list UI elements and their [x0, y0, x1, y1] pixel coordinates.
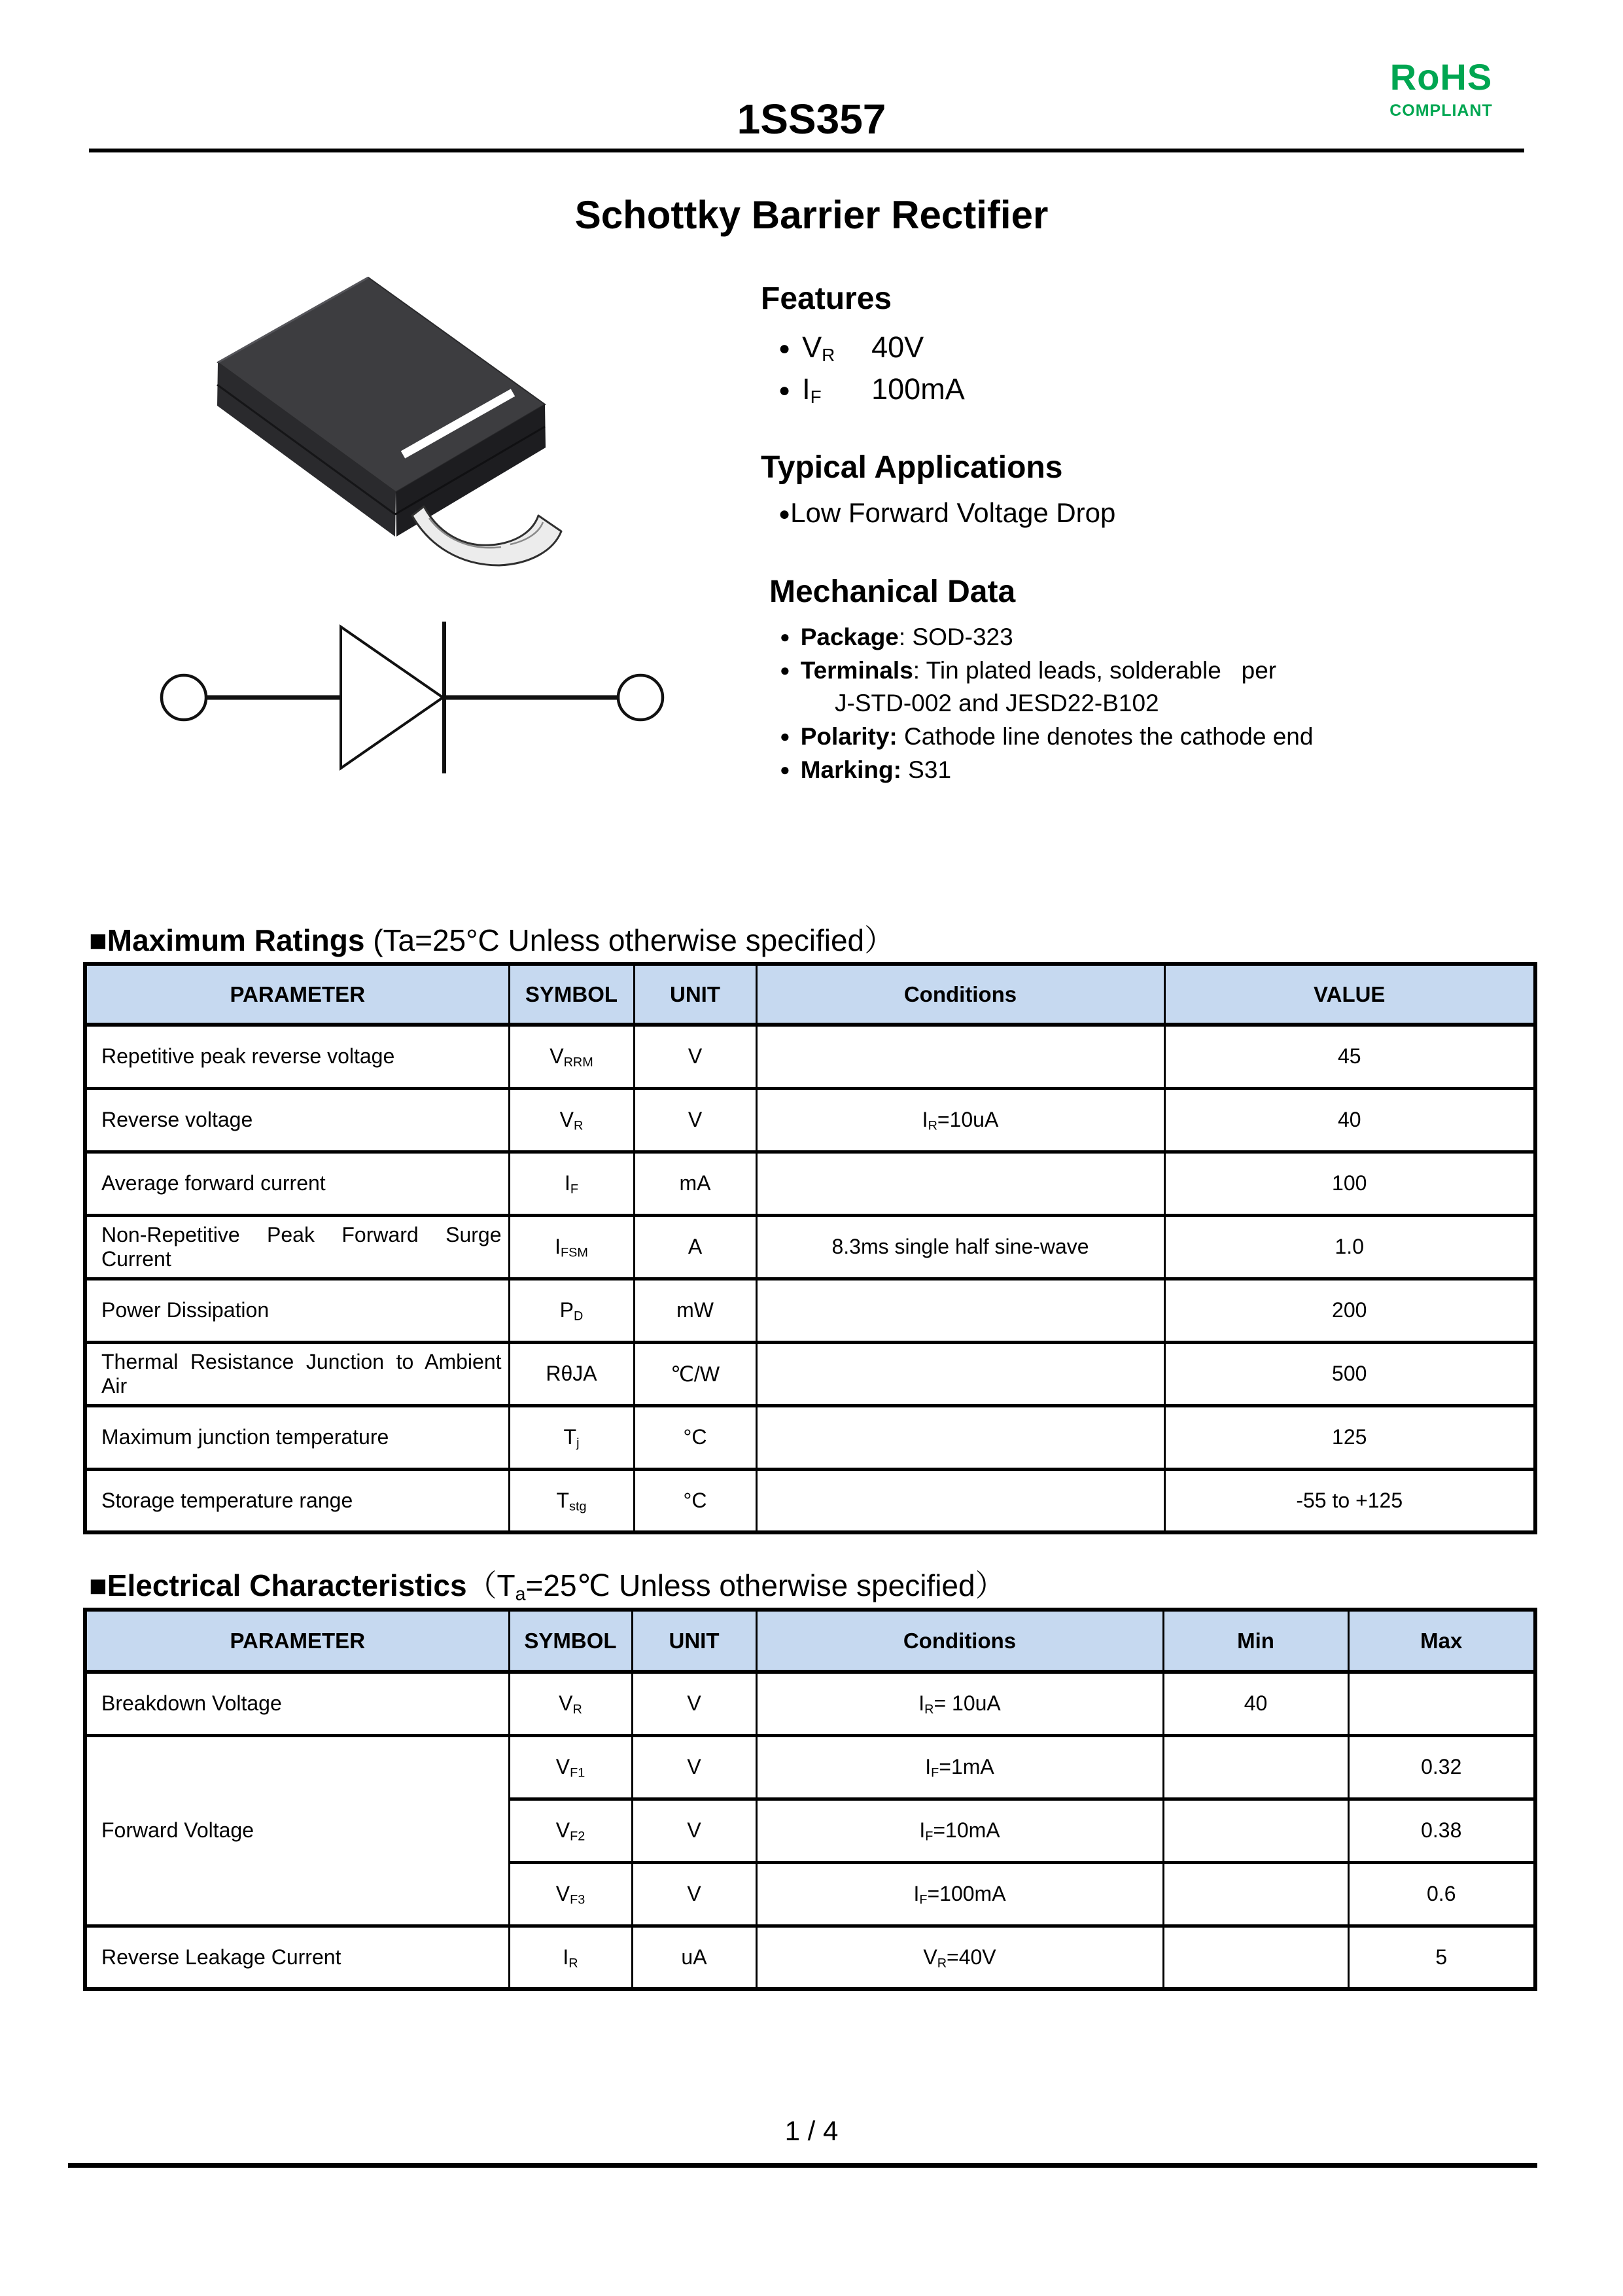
table-cell: V: [634, 1025, 756, 1088]
table-cell: [756, 1405, 1164, 1469]
mechanical-item-text: : Tin plated leads, solderable per: [913, 657, 1277, 684]
table-cell: $I_F=10mA$: [756, 1799, 1163, 1862]
table-row: [85, 1152, 1535, 1215]
table-cell: $I_F=100mA$: [756, 1862, 1163, 1926]
mechanical-item-label: Package: [800, 624, 899, 650]
mechanical-item-text: S31: [901, 756, 952, 783]
table-cell: Reverse voltage: [85, 1088, 509, 1152]
mechanical-item-label: Polarity:: [800, 723, 898, 750]
table-cell: $V_{RRM}$: [509, 1025, 634, 1088]
bullet-icon: ●: [780, 726, 790, 746]
table-cell: Power Dissipation: [85, 1279, 509, 1342]
table-cell: [1163, 1735, 1348, 1799]
table-cell: $V_{F2}$: [509, 1799, 632, 1862]
table-cell: 0.38: [1348, 1799, 1535, 1862]
table-cell: mA: [634, 1152, 756, 1215]
typical-applications-list: [778, 496, 1115, 531]
table-cell: 0.32: [1348, 1735, 1535, 1799]
table-cell: $V_{F1}$: [509, 1735, 632, 1799]
table-row: [85, 1926, 1535, 1989]
table-cell: $T_{stg}$: [509, 1469, 634, 1532]
table-cell: 200: [1164, 1279, 1535, 1342]
table-cell: °C: [634, 1469, 756, 1532]
table-row: [85, 1469, 1535, 1532]
features-list: [778, 327, 965, 411]
table-cell: V: [632, 1735, 756, 1799]
feature-value: 100mA: [871, 372, 965, 406]
mechanical-item: [780, 620, 1591, 654]
table-cell: [756, 1342, 1164, 1405]
table-cell: $I_R=10uA$: [756, 1088, 1164, 1152]
table-cell: 8.3ms single half sine-wave: [756, 1215, 1164, 1279]
table-cell: Non-Repetitive Peak Forward Surge Current: [85, 1215, 509, 1279]
cathode-terminal-circle: [618, 675, 663, 720]
table-cell: Forward Voltage: [85, 1735, 509, 1926]
table-cell: Storage temperature range: [85, 1469, 509, 1532]
mechanical-item-continuation: J-STD-002 and JESD22-B102: [835, 690, 1159, 716]
table-cell: -55 to +125: [1164, 1469, 1535, 1532]
mechanical-item: [780, 753, 1591, 786]
table-header-cell: PARAMETER: [85, 964, 509, 1025]
table-cell: Maximum junction temperature: [85, 1405, 509, 1469]
mr-tbody: [85, 1025, 1535, 1532]
rohs-logo: RoHS: [1389, 56, 1493, 97]
table-cell: $P_D$: [509, 1279, 634, 1342]
table-cell: $I_R$: [509, 1926, 632, 1989]
table-cell: 45: [1164, 1025, 1535, 1088]
table-cell: uA: [632, 1926, 756, 1989]
table-cell: [1163, 1799, 1348, 1862]
maximum-ratings-table: [83, 962, 1537, 1534]
table-header-cell: Max: [1348, 1610, 1535, 1672]
anode-terminal-circle: [162, 675, 206, 720]
feature-item: [778, 369, 965, 411]
table-cell: °C: [634, 1405, 756, 1469]
table-cell: [756, 1025, 1164, 1088]
bullet-icon: ●: [778, 338, 791, 359]
table-cell: V: [632, 1862, 756, 1926]
table-cell: RθJA: [509, 1342, 634, 1405]
table-cell: ℃/W: [634, 1342, 756, 1405]
table-row: [85, 1735, 1535, 1799]
table-cell: [1348, 1672, 1535, 1735]
table-cell: 100: [1164, 1152, 1535, 1215]
bullet-icon: ●: [780, 760, 790, 779]
table-cell: [756, 1152, 1164, 1215]
table-row: [85, 1405, 1535, 1469]
table-cell: $I_F$: [509, 1152, 634, 1215]
feature-item: [778, 327, 965, 369]
table-cell: 125: [1164, 1405, 1535, 1469]
mechanical-data-title: Mechanical Data: [769, 574, 1016, 609]
package-photo-sod323: [208, 275, 569, 571]
table-header-cell: Conditions: [756, 964, 1164, 1025]
maximum-ratings-heading: [89, 923, 894, 958]
mechanical-item-text: : SOD-323: [898, 624, 1013, 650]
package-lead: [412, 506, 561, 565]
table-header-cell: PARAMETER: [85, 1610, 509, 1672]
page-number: 1 / 4: [784, 2115, 839, 2146]
bullet-icon: ●: [778, 503, 791, 525]
mechanical-item-label: Terminals: [800, 657, 913, 684]
application-text: Low Forward Voltage Drop: [790, 497, 1116, 528]
application-item: [778, 496, 1115, 531]
table-cell: 40: [1163, 1672, 1348, 1735]
table-cell: V: [632, 1799, 756, 1862]
part-number-title: 1SS357: [737, 96, 886, 143]
table-cell: Reverse Leakage Current: [85, 1926, 509, 1989]
table-cell: [756, 1279, 1164, 1342]
bullet-icon: ●: [780, 660, 790, 680]
table-cell: 0.6: [1348, 1862, 1535, 1926]
table-row: [85, 1088, 1535, 1152]
table-cell: 40: [1164, 1088, 1535, 1152]
table-cell: Average forward current: [85, 1152, 509, 1215]
maximum-ratings-heading-bold: ■Maximum Ratings: [89, 923, 365, 957]
feature-value: 40V: [871, 330, 924, 364]
diode-triangle: [341, 627, 443, 768]
table-row: [85, 1672, 1535, 1735]
table-cell: Breakdown Voltage: [85, 1672, 509, 1735]
footer-divider: [68, 2163, 1537, 2168]
table-row: [85, 1342, 1535, 1405]
table-cell: V: [634, 1088, 756, 1152]
bullet-icon: ●: [780, 627, 790, 646]
table-header-cell: UNIT: [634, 964, 756, 1025]
table-header-cell: SYMBOL: [509, 964, 634, 1025]
table-cell: $I_{FSM}$: [509, 1215, 634, 1279]
mechanical-item-label: Marking:: [800, 756, 901, 783]
table-cell: $T_j$: [509, 1405, 634, 1469]
table-cell: mW: [634, 1279, 756, 1342]
table-cell: 1.0: [1164, 1215, 1535, 1279]
table-row: [85, 1215, 1535, 1279]
table-cell: A: [634, 1215, 756, 1279]
maximum-ratings-heading-condition: (Ta=25°C Unless otherwise specified）: [364, 923, 895, 957]
table-header-row: [85, 1610, 1535, 1672]
table-cell: $I_F=1mA$: [756, 1735, 1163, 1799]
table-header-row: [85, 964, 1535, 1025]
electrical-characteristics-table: [83, 1608, 1537, 1991]
table-cell: $V_R=40V$: [756, 1926, 1163, 1989]
mechanical-item: [780, 654, 1591, 687]
table-cell: [1163, 1926, 1348, 1989]
ec-tbody: [85, 1672, 1535, 1989]
table-cell: $I_R= 10uA$: [756, 1672, 1163, 1735]
table-header-cell: Conditions: [756, 1610, 1163, 1672]
table-header-cell: SYMBOL: [509, 1610, 632, 1672]
mechanical-item-text: Cathode line denotes the cathode end: [897, 723, 1314, 750]
table-row: [85, 1025, 1535, 1088]
table-cell: Repetitive peak reverse voltage: [85, 1025, 509, 1088]
bullet-icon: ●: [778, 380, 791, 401]
table-header-cell: Min: [1163, 1610, 1348, 1672]
table-cell: V: [632, 1672, 756, 1735]
diode-symbol: [150, 615, 667, 785]
features-title: Features: [761, 281, 892, 316]
table-cell: $V_R$: [509, 1672, 632, 1735]
feature-symbol: $I_F$: [802, 372, 822, 408]
mechanical-item: [780, 720, 1591, 753]
table-cell: 500: [1164, 1342, 1535, 1405]
rohs-compliant-label: COMPLIANT: [1389, 101, 1493, 120]
table-row: [85, 1279, 1535, 1342]
table-cell: $V_{F3}$: [509, 1862, 632, 1926]
table-header-cell: VALUE: [1164, 964, 1535, 1025]
product-subtitle: Schottky Barrier Rectifier: [574, 193, 1049, 237]
table-cell: [756, 1469, 1164, 1532]
electrical-characteristics-heading-condition: （$T_a=25℃$ Unless otherwise specified）: [466, 1568, 1005, 1605]
header-divider: [89, 149, 1524, 152]
table-cell: [1163, 1862, 1348, 1926]
table-cell: 5: [1348, 1926, 1535, 1989]
table-header-cell: UNIT: [632, 1610, 756, 1672]
feature-symbol: $V_R$: [802, 330, 835, 366]
table-cell: $V_R$: [509, 1088, 634, 1152]
electrical-characteristics-heading-bold: ■Electrical Characteristics: [89, 1568, 467, 1602]
typical-applications-title: Typical Applications: [761, 450, 1063, 485]
electrical-characteristics-heading: [89, 1568, 1005, 1603]
table-cell: Thermal Resistance Junction to Ambient Air: [85, 1342, 509, 1405]
mechanical-data-list: [780, 620, 1591, 786]
